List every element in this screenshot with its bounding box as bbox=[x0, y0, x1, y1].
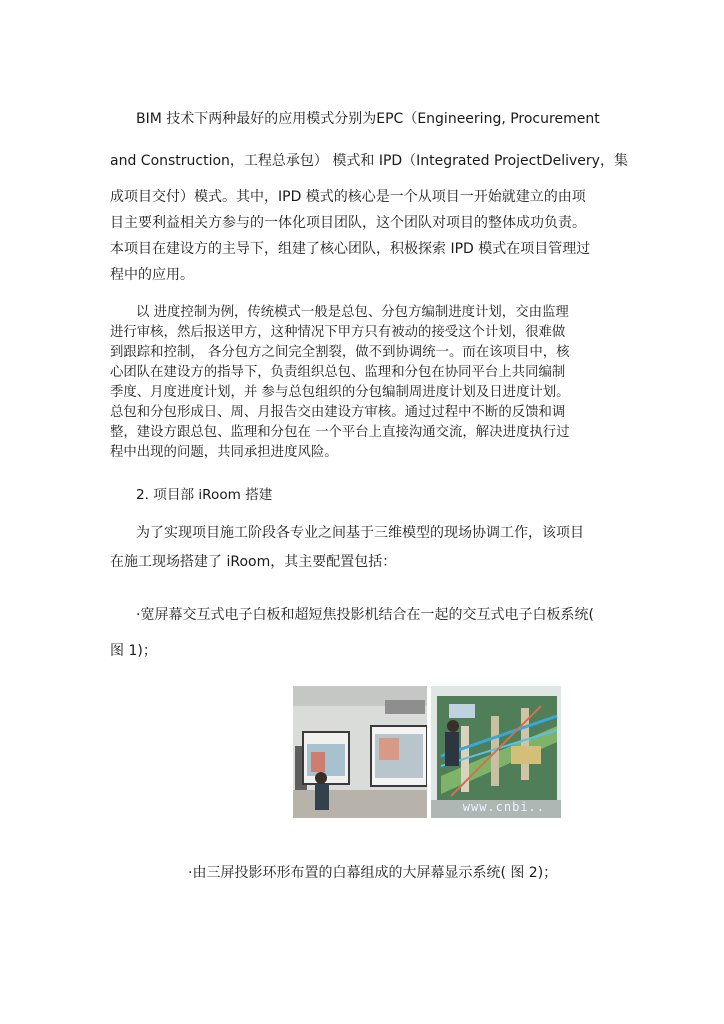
photo-watermark: www.cnbi.. bbox=[462, 800, 545, 814]
text-line: 目主要利益相关方参与的一体化项目团队，这个团队对项目的整体成功负责。 bbox=[110, 215, 586, 231]
text-line: 成项目交付）模式。其中，IPD 模式的核心是一个从项目一开始就建立的由项 bbox=[110, 189, 586, 205]
text-line: 总包和分包形成日、周、月报告交由建设方审核。通过过程中不断的反馈和调 bbox=[110, 405, 566, 420]
text-line: 整，建设方跟总包、监理和分包在 一个平台上直接沟通交流，解决进度执行过 bbox=[110, 425, 570, 440]
text-line: 以 进度控制为例，传统模式一般是总包、分包方编制进度计划，交由监理 bbox=[136, 305, 569, 320]
photo-3d-model-screen bbox=[431, 686, 561, 818]
section-heading: 2. 项目部 iRoom 搭建 bbox=[136, 487, 273, 503]
photo-whiteboard-room bbox=[293, 686, 427, 818]
bullet-item: ·由三屏投影环形布置的白幕组成的大屏幕显示系统( 图 2)； bbox=[188, 865, 558, 881]
text-line: 在施工现场搭建了 iRoom，其主要配置包括： bbox=[110, 554, 397, 570]
text-line: 程中的应用。 bbox=[110, 267, 194, 283]
text-line: 季度、月度进度计划，并 参与总包组织的分包编制周进度计划及日进度计划。 bbox=[110, 385, 570, 400]
text-line: 程中出现的问题，共同承担进度风险。 bbox=[110, 445, 338, 460]
text-line: 进行审核，然后报送甲方，这种情况下甲方只有被动的接受这个计划，很难做 bbox=[110, 325, 566, 340]
text-line: 心团队在建设方的指导下，负责组织总包、监理和分包在协同平台上共同编制 bbox=[110, 365, 566, 380]
bullet-item: ·宽屏幕交互式电子白板和超短焦投影机结合在一起的交互式电子白板系统( bbox=[136, 607, 594, 623]
text-line: 本项目在建设方的主导下，组建了核心团队，积极探索 IPD 模式在项目管理过 bbox=[110, 241, 591, 257]
text-line: 为了实现项目施工阶段各专业之间基于三维模型的现场协调工作，该项目 bbox=[136, 525, 584, 541]
bullet-item-continued: 图 1)； bbox=[110, 643, 157, 659]
text-line: and Construction，工程总承包） 模式和 IPD（Integrated ProjectDelivery，集 bbox=[110, 153, 628, 169]
text-line: 到跟踪和控制， 各分包方之间完全割裂，做不到协调统一。而在该项目中，核 bbox=[110, 345, 570, 360]
text-line: BIM 技术下两种最好的应用模式分别为EPC（Engineering, Procurement bbox=[136, 111, 600, 127]
